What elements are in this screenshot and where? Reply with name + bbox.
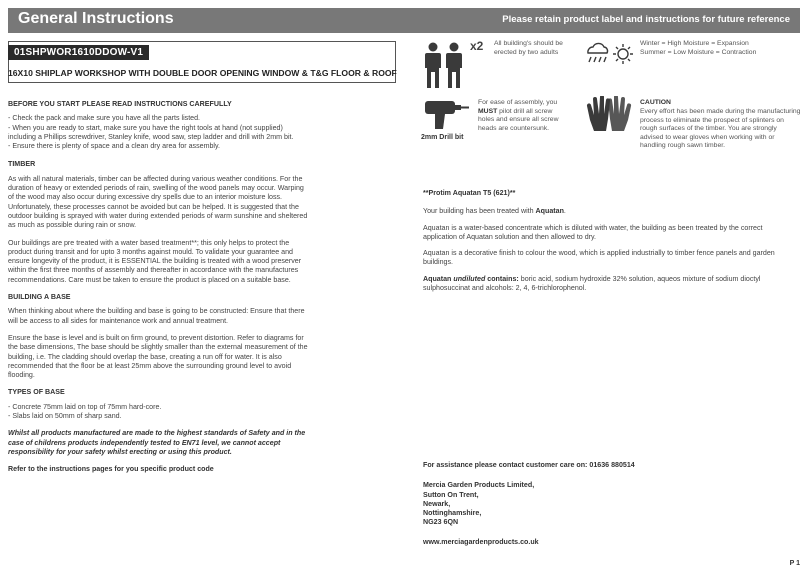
address-line: NG23 6QN	[423, 518, 459, 527]
page-title: General Instructions	[18, 10, 174, 27]
page-number: P 1	[789, 560, 800, 567]
company-address	[423, 481, 798, 527]
protim-heading: **Protim Aquatan T5 (621)**	[423, 189, 516, 197]
timber-paragraph: As with all natural materials, timber can be affected during various weather conditions. For the duration of heavy or extended periods of rain, swelling of the wood panels may occur. Warping of the wood may also occur during excessive dry spells due to an interior moisture loss. Unfortunately, these processes cannot be avoided but can be helped. It is suggested that the outdoor building is sprayed with water during extended periods of warm sunshine and sheltered as much as possible during rain or snow.	[8, 174, 308, 230]
before-item: - Check the pack and make sure you have all the parts listed.	[8, 114, 201, 123]
drill-icon	[421, 97, 469, 133]
contact-section	[423, 461, 798, 554]
types-heading: TYPES OF BASE	[8, 388, 65, 397]
before-list	[8, 114, 308, 151]
base-paragraph: When thinking about where the building and base is going to be constructed: Ensure that there will be access to all sides for maintenance work and annual treatment.	[8, 307, 305, 325]
treated-brand: Aquatan	[535, 207, 564, 216]
drill-label: 2mm Drill bit	[421, 134, 464, 141]
weather-icon	[585, 41, 635, 69]
drill-text: For ease of assembly, you MUST pilot drill all screw holes and ensure all screw heads are countersunk.	[478, 99, 559, 132]
caution-heading: CAUTION	[640, 99, 671, 106]
types-list	[8, 403, 308, 422]
base-heading: BUILDING A BASE	[8, 293, 71, 302]
treatment-section	[423, 189, 798, 300]
caution-text: Every effort has been made during the manufacturing process to eliminate the prospect of splinters on rough surfaces of the timber. You are strongly advised to wear gloves when working with or handling rough sawn timber.	[640, 108, 801, 149]
assistance-line: For assistance please contact customer care on: 01636 880514	[423, 461, 635, 469]
contents-paragraph: Aquatan undiluted contains: boric acid, sodium hydroxide 32% solution, aqueos mixture of sodium dioctyl sulphosuccinat and alcohols: 2, 4, 6-trichlorophenol.	[423, 274, 761, 293]
address-line: Nottinghamshire,	[423, 509, 482, 518]
base-paragraph: Ensure the base is level and is built on firm ground, to prevent distortion. Refer to diagrams for the base dimensions, The base should be slightly smaller than the external measurement of the building, i.e. The cladding should overlap the base, creating a run off for water. It is also recommended that the floor be at least 25mm above the surrounding ground level to avoid flooding.	[8, 333, 308, 380]
drill-must: MUST	[478, 107, 498, 115]
product-title: 16X10 SHIPLAP WORKSHOP WITH DOUBLE DOOR OPENING WINDOW & T&G FLOOR & ROOF	[8, 68, 397, 78]
header-notice: Please retain product label and instructions for future reference	[502, 14, 790, 25]
types-item: - Concrete 75mm laid on top of 75mm hard-core.	[8, 402, 162, 411]
address-line: Sutton On Trent,	[423, 490, 479, 499]
before-item: - When you are ready to start, make sure you have the right tools at hand (not supplied) including a Phillips screwdriver, Stanley knife, wood saw, step ladder and drill with 2mm bit.	[8, 123, 294, 141]
adults-text: All building's should be erected by two adults	[494, 40, 563, 56]
before-heading: BEFORE YOU START PLEASE READ INSTRUCTIONS CAREFULLY	[8, 100, 232, 108]
treated-line: Your building has been treated with Aquatan.	[423, 207, 566, 216]
weather-summer: Summer = Low Moisture = Contraction	[640, 49, 757, 56]
before-item: - Ensure there is plenty of space and a clean dry area for assembly.	[8, 142, 221, 151]
website-link[interactable]: www.merciagardenproducts.co.uk	[423, 537, 539, 546]
adults-count: x2	[470, 39, 484, 53]
left-column	[8, 100, 308, 483]
timber-heading: TIMBER	[8, 160, 36, 169]
weather-winter: Winter = High Moisture = Expansion	[640, 40, 749, 47]
water-paragraph: Aquatan is a water-based concentrate which is diluted with water, the building as been treated by the correct application of Aquatan solution and then allowed to dry.	[423, 223, 763, 241]
timber-paragraph: Our buildings are pre treated with a water based treatment**; this only helps to protect the product during transit and for upto 3 months against mould. To validate your guarantee and ensure longevity of the product, it is ESSENTIAL the building is treated with a wood preserver within the first three months of assembly and thereafter in accordance with the manufactures recommendations. Care must be taken to ensure the product is placed on a suitable base.	[8, 238, 302, 284]
page-header	[8, 8, 800, 33]
address-line: Mercia Garden Products Limited,	[423, 481, 535, 490]
safety-warning: Whilst all products manufactured are made to the highest standards of Safety and in the case of childrens products independently tested to EN71 level, we cannot accept responsibility for your safety whilst erecting or using this product.	[8, 429, 306, 456]
types-item: - Slabs laid on 50mm of sharp sand.	[8, 412, 122, 421]
product-code: 01SHPWOR1610DDOW-V1	[8, 45, 149, 60]
gloves-icon	[586, 96, 632, 144]
refer-note: Refer to the instructions pages for you specific product code	[8, 465, 214, 474]
decor-paragraph: Aquatan is a decorative finish to colour the wood, which is applied industrially to timber fence panels and garden buildings.	[423, 249, 775, 267]
address-line: Newark,	[423, 499, 451, 508]
two-people-icon	[421, 42, 469, 90]
